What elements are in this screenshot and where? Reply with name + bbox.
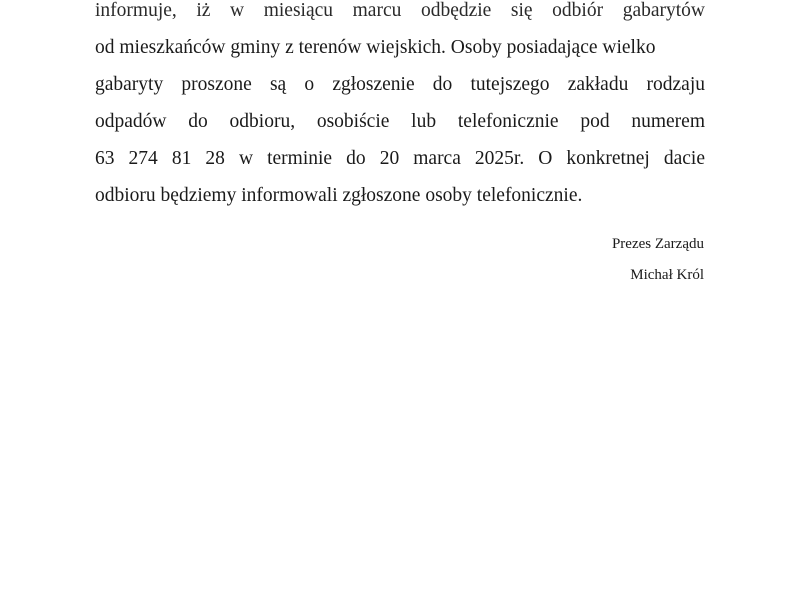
body-line-6: odbioru będziemy informowali zgłoszone osoby telefonicznie. — [95, 185, 583, 206]
body-line-3: gabaryty proszone są o zgłoszenie do tutejszego zakładu rodzaju — [95, 74, 705, 95]
signature-title: Prezes Zarządu — [611, 236, 704, 252]
body-line-1: informuje, iż w miesiącu marcu odbędzie się odbiór gabarytów — [95, 0, 705, 21]
body-line-2: od mieszkańców gminy z terenów wiejskich. Osoby posiadające wielko — [95, 37, 656, 58]
body-line-4: odpadów do odbioru, osobiście lub telefonicznie pod numerem — [95, 111, 705, 132]
body-line-5: 63 274 81 28 w terminie do 20 marca 2025r. O konkretnej dacie — [95, 148, 705, 169]
signature-name: Michał Król — [630, 267, 704, 283]
notice-body — [95, 0, 705, 214]
